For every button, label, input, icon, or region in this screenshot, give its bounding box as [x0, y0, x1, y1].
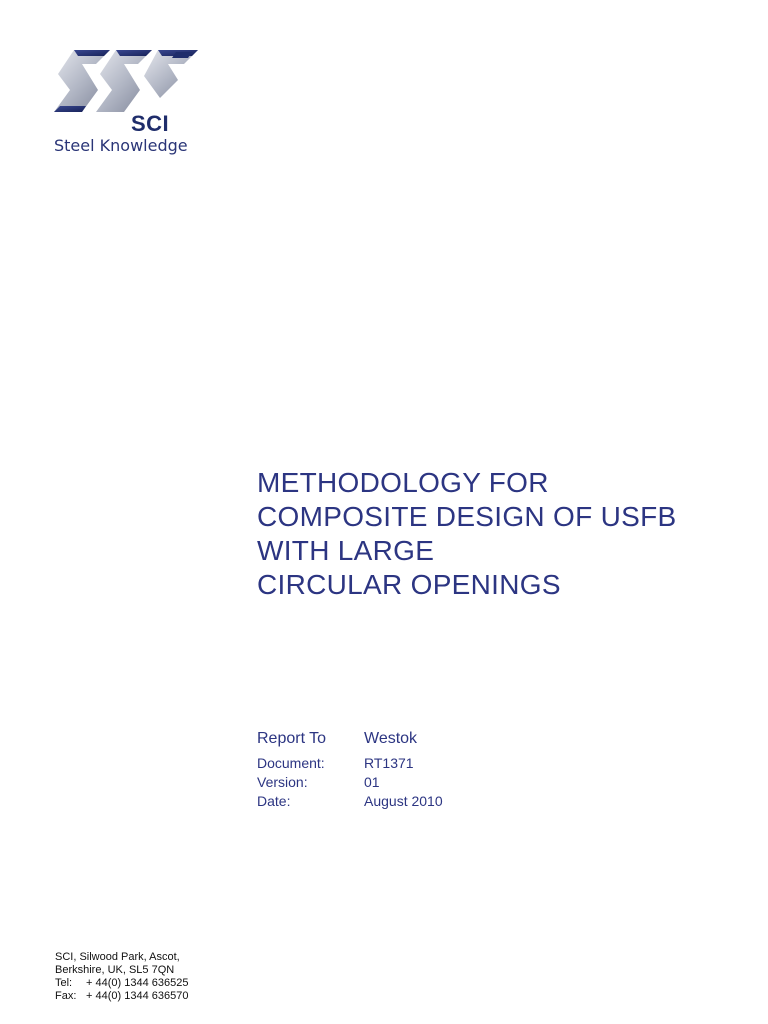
report-title — [257, 466, 747, 602]
sci-logo — [52, 46, 202, 158]
title-line: METHODOLOGY FOR — [257, 467, 549, 498]
report-to-label: Report To — [257, 730, 327, 747]
sci-chevron-logo-icon — [52, 46, 202, 138]
fax-row — [55, 990, 189, 1003]
title-line: COMPOSITE DESIGN OF USFB — [257, 501, 677, 532]
telephone-value: + 44(0) 1344 636525 — [86, 977, 189, 989]
logo-tagline: Steel Knowledge — [54, 136, 188, 155]
document-value: RT1371 — [364, 755, 414, 771]
sci-address-block — [55, 951, 189, 1003]
date-value: August 2010 — [364, 793, 443, 809]
title-line: CIRCULAR OPENINGS — [257, 569, 561, 600]
document-label: Document: — [257, 755, 325, 771]
logo-abbreviation: SCI — [131, 111, 170, 136]
telephone-row — [55, 977, 189, 990]
address-line: SCI, Silwood Park, Ascot, — [55, 951, 180, 963]
title-line: WITH LARGE — [257, 535, 435, 566]
address-line: Berkshire, UK, SL5 7QN — [55, 964, 175, 976]
version-value: 01 — [364, 774, 380, 790]
fax-value: + 44(0) 1344 636570 — [86, 990, 189, 1002]
fax-label: Fax: — [55, 990, 77, 1002]
date-label: Date: — [257, 793, 291, 809]
telephone-label: Tel: — [55, 977, 73, 989]
version-label: Version: — [257, 774, 308, 790]
report-to-value: Westok — [364, 730, 418, 747]
